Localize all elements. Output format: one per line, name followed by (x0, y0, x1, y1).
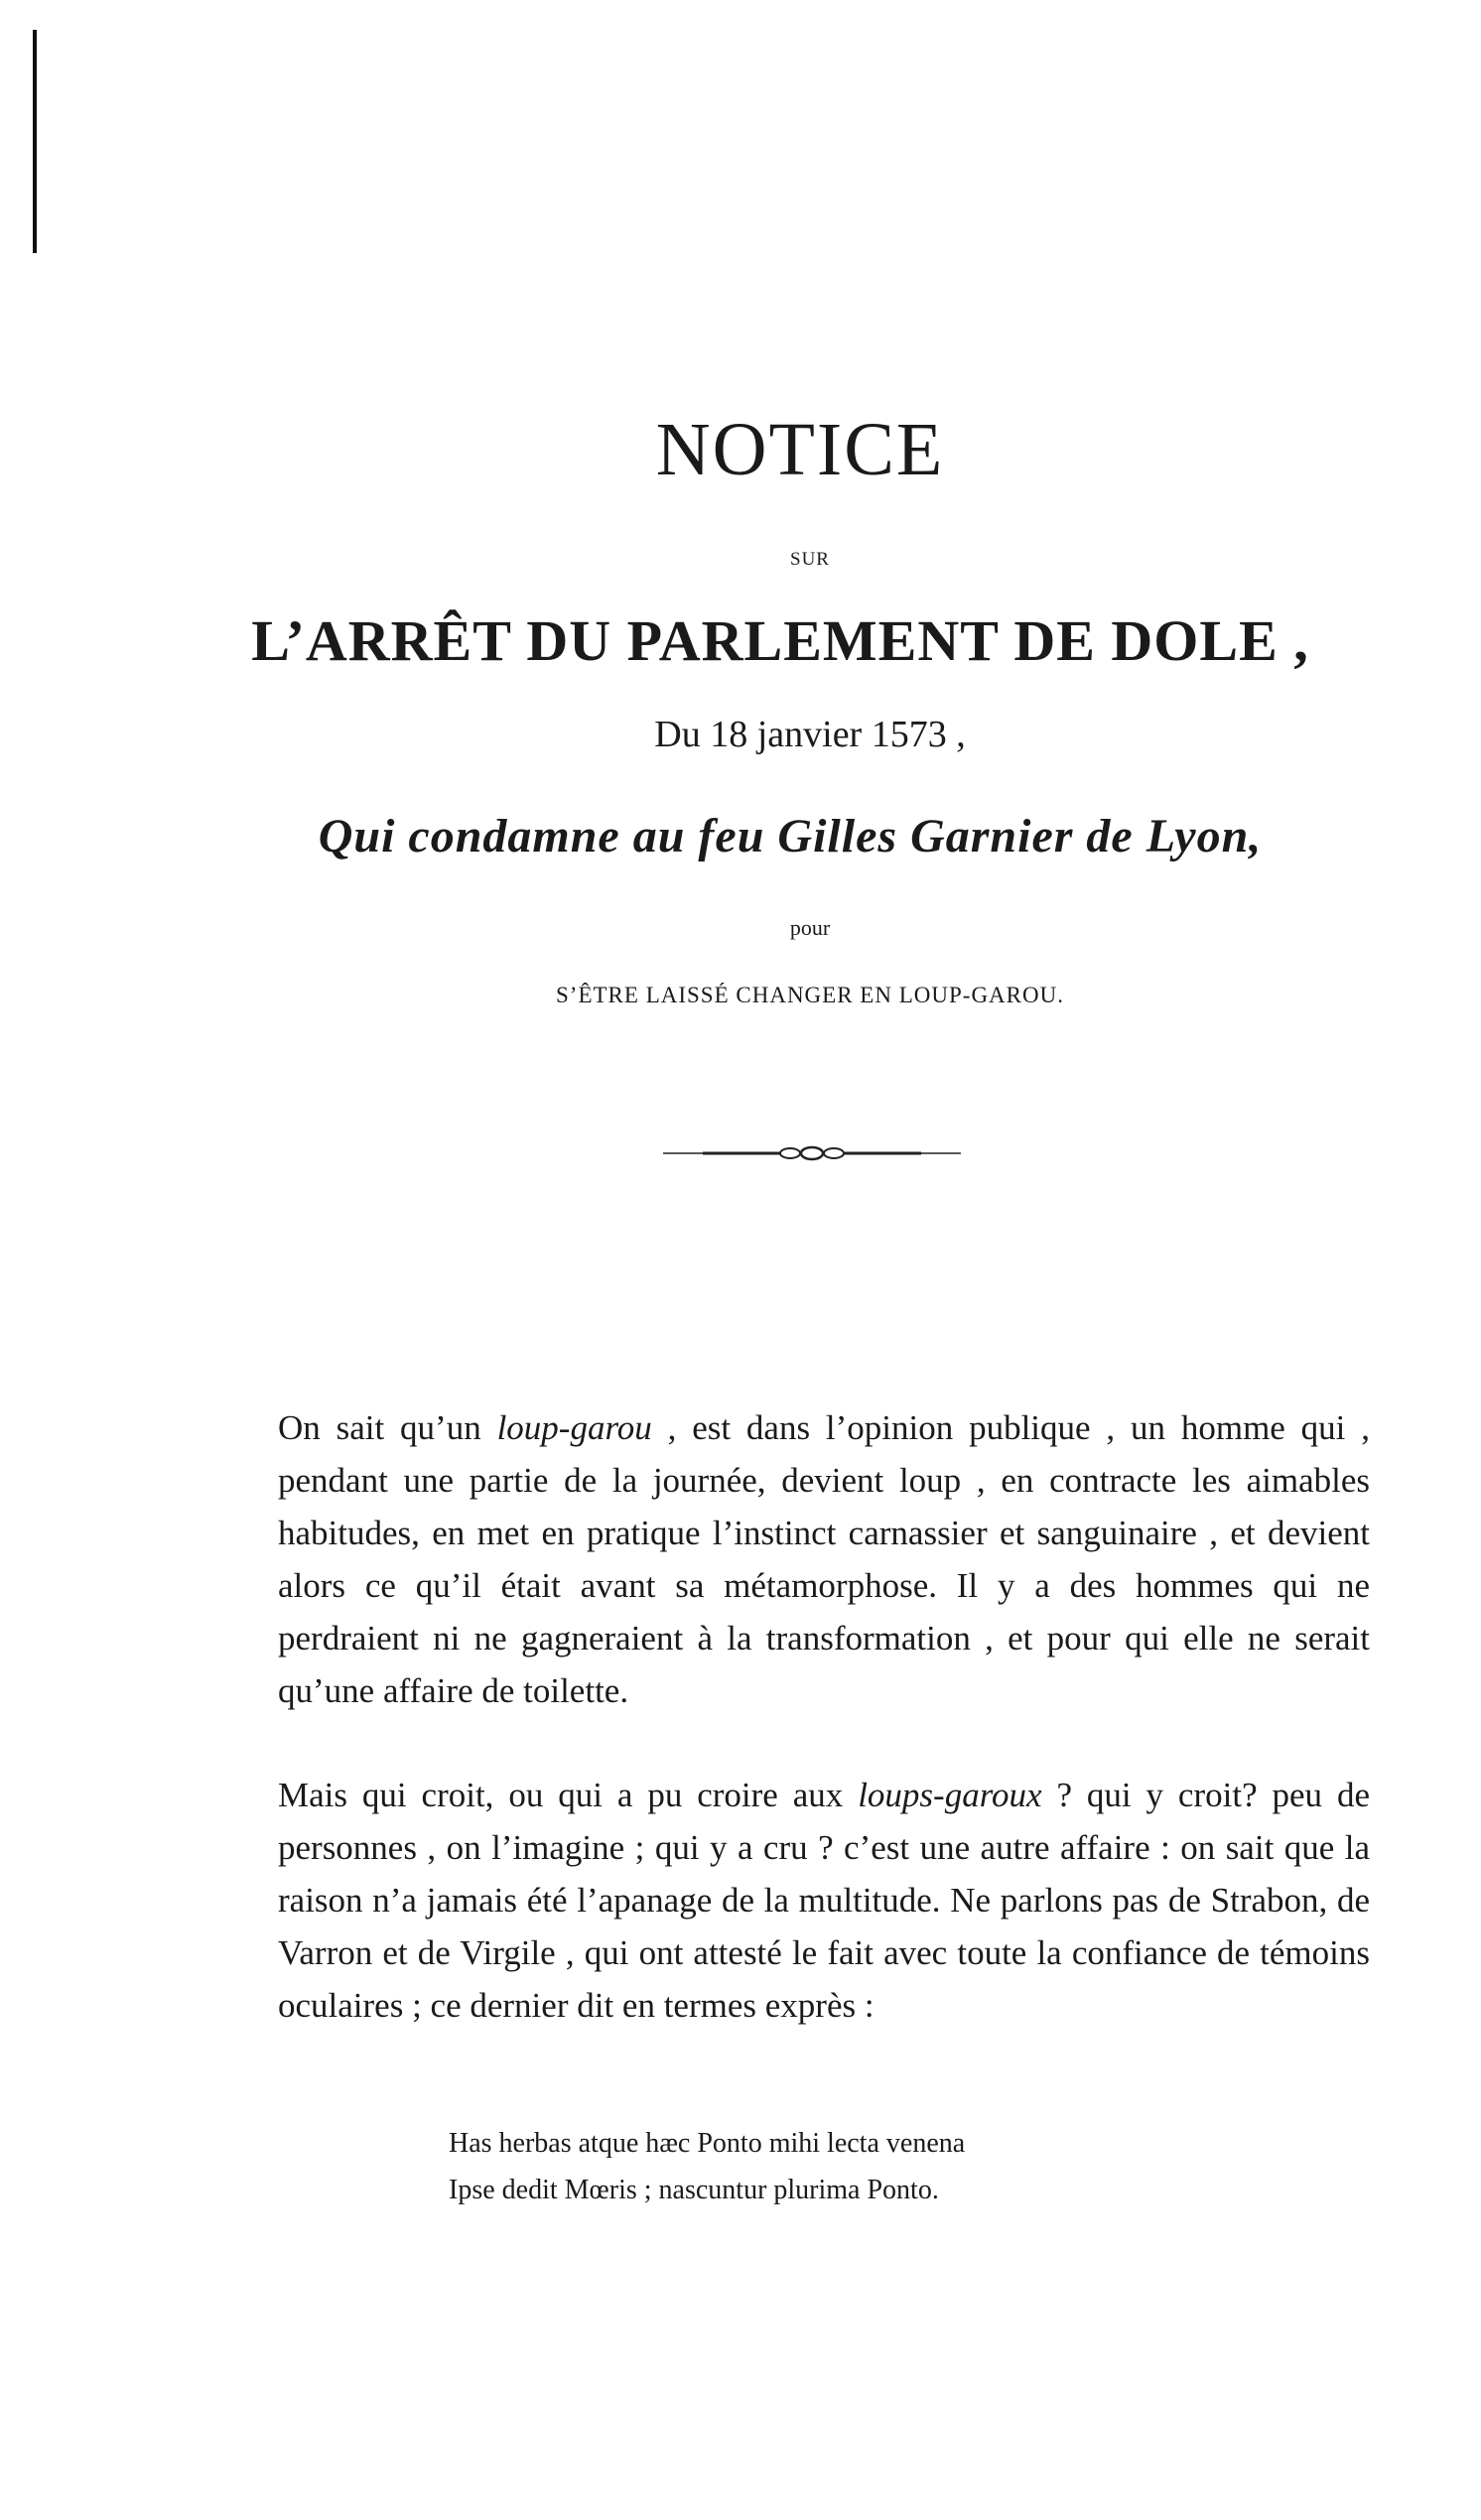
blackletter-line: Qui condamne au feu Gilles Garnier de Lyon, (318, 810, 1263, 862)
paragraph-1-text-start: On sait qu’un (278, 1408, 497, 1447)
decree-heading: L’ARRÊT DU PARLEMENT DE DOLE , (251, 608, 1309, 673)
subtitle-caps: S’ÊTRE LAISSÉ CHANGER EN LOUP-GAROU. (556, 983, 1064, 1007)
ornament-divider (663, 1143, 961, 1163)
verse-line-2: Ipse dedit Mœris ; nascuntur plurima Ponto. (449, 2175, 939, 2205)
margin-rule (33, 30, 37, 253)
paragraph-2 (278, 1769, 1370, 2032)
paragraph-1-text-end: , est dans l’opinion publique , un homme qui , pendant une partie de la journée, devient loup , en contracte les aimables habitudes, en met en pratique l’instinct carnassier et sanguinaire , et devient alors ce qu’il était avant sa métamorphose. Il y a des hommes qui ne perdraient ni ne gagneraient à la transformation , et pour qui elle ne serait qu’une affaire de toilette. (278, 1408, 1370, 1710)
verse-line-1: Has herbas atque hæc Ponto mihi lecta venena (449, 2128, 966, 2159)
pour-label: pour (789, 915, 831, 940)
paragraph-2-italic: loups-garoux (858, 1776, 1042, 1814)
paragraph-2-text-start: Mais qui croit, ou qui a pu croire aux (278, 1776, 859, 1814)
paragraph-1-italic: loup-garou (496, 1408, 652, 1447)
paragraph-2-text-end: ? qui y croit? peu de personnes , on l’imagine ; qui y a cru ? c’est une autre affaire : on sait que la raison n’a jamais été l’apanage de la multitude. Ne parlons pas de Strabon, de Varron et de Virgile , qui ont attesté le fait avec toute la confiance de témoins oculaires ; ce dernier dit en termes exprès : (278, 1776, 1370, 2025)
page-title: NOTICE (655, 408, 945, 491)
decree-date: Du 18 janvier 1573 , (654, 714, 966, 755)
sur-label: SUR (790, 549, 830, 570)
paragraph-1 (278, 1401, 1370, 1717)
